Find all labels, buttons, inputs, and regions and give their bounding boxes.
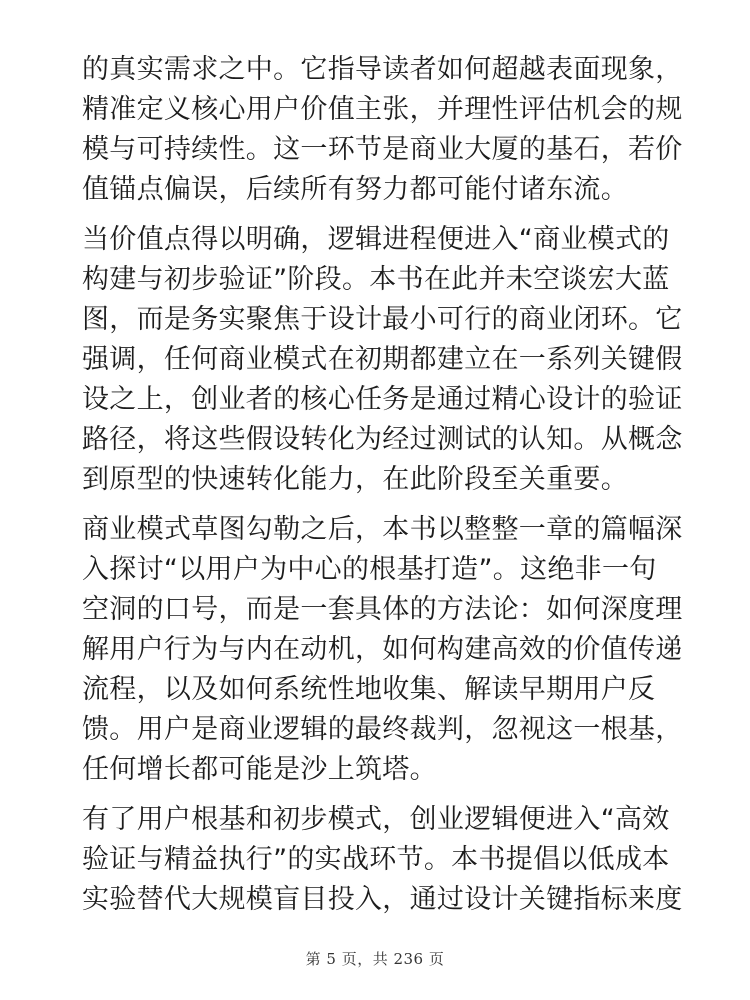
text-line: 构建与初步验证”阶段。本书在此并未空谈宏大蓝: [82, 264, 670, 295]
paragraph: [82, 800, 683, 920]
text-line: 强调，任何商业模式在初期都建立在一系列关键假: [82, 344, 683, 375]
text-line: 有了用户根基和初步模式，创业逻辑便进入“高效: [82, 804, 670, 835]
text-line: 商业模式草图勾勒之后，本书以整整一章的篇幅深: [82, 514, 683, 545]
paragraph: [82, 220, 683, 500]
text-line: 设之上，创业者的核心任务是通过精心设计的验证: [82, 384, 683, 415]
paragraph: [82, 510, 683, 790]
text-line: 入探讨“以用户为中心的根基打造”。这绝非一句: [82, 554, 657, 585]
page-number: 第 5 页，共 236 页: [305, 950, 445, 968]
body-text: [82, 50, 683, 930]
text-line: 解用户行为与内在动机，如何构建高效的价值传递: [82, 634, 683, 665]
text-line: 任何增长都可能是沙上筑塔。: [82, 754, 437, 785]
text-line: 路径，将这些假设转化为经过测试的认知。从概念: [82, 424, 683, 455]
text-line: 模与可持续性。这一环节是商业大厦的基石，若价: [82, 134, 683, 165]
text-line: 当价值点得以明确，逻辑进程便进入“商业模式的: [82, 224, 670, 255]
text-line: 图，而是务实聚焦于设计最小可行的商业闭环。它: [82, 304, 683, 335]
text-line: 的真实需求之中。它指导读者如何超越表面现象，: [82, 54, 683, 85]
text-line: 精准定义核心用户价值主张，并理性评估机会的规: [82, 94, 683, 125]
text-line: 到原型的快速转化能力，在此阶段至关重要。: [82, 464, 628, 495]
text-line: 实验替代大规模盲目投入，通过设计关键指标来度: [82, 884, 683, 915]
text-line: 馈。用户是商业逻辑的最终裁判，忽视这一根基，: [82, 714, 683, 745]
text-line: 验证与精益执行”的实战环节。本书提倡以低成本: [82, 844, 670, 875]
paragraph: [82, 50, 683, 210]
text-line: 空洞的口号，而是一套具体的方法论：如何深度理: [82, 594, 683, 625]
text-line: 流程，以及如何系统性地收集、解读早期用户反: [82, 674, 656, 705]
text-line: 值锚点偏误，后续所有努力都可能付诸东流。: [82, 174, 628, 205]
